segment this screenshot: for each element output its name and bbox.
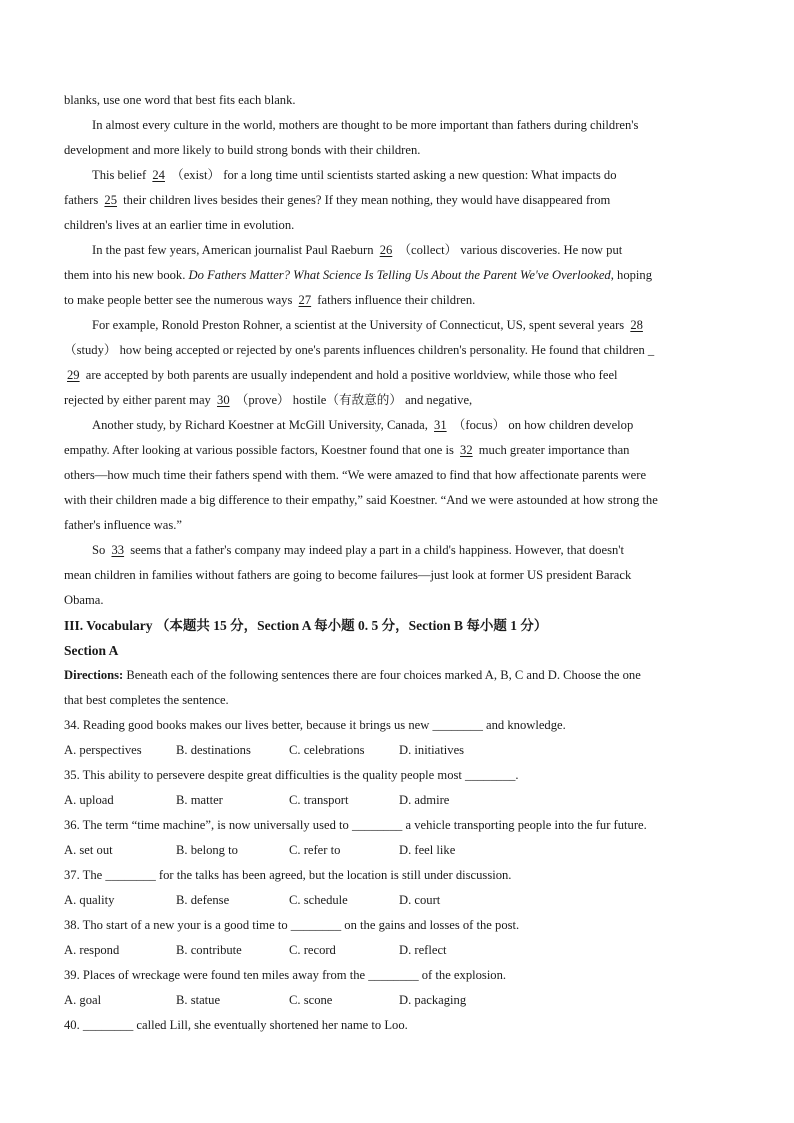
question-stem: 39. Places of wreckage were found ten miles away from the ________ of the explosion. [64,968,507,982]
answer-option[interactable]: C. celebrations [289,743,365,757]
directions-label: Directions: [64,668,124,682]
answer-option[interactable]: D. reflect [399,943,447,957]
paragraph-4-line: For example, Ronold Preston Rohner, a scientist at the University of Connecticut, US, spent several years 28 [64,313,732,338]
blank-32: 32 [460,443,473,457]
blank-28: 28 [630,318,643,332]
answer-option[interactable]: B. contribute [176,943,242,957]
answer-option[interactable]: A. quality [64,893,115,907]
answer-option[interactable]: D. admire [399,793,450,807]
paragraph-5-line: with their children made a big difference to their empathy,” said Koestner. “And we were astounded at how strong the [64,493,658,507]
option-row [64,988,732,1013]
answer-option[interactable]: B. defense [176,893,230,907]
answer-option[interactable]: B. matter [176,793,223,807]
paragraph-6-line: So 33 seems that a father's company may indeed play a part in a child's happiness. However, that doesn't [64,538,732,563]
option-row [64,738,732,763]
paragraph-3-line: to make people better see the numerous ways 27 fathers influence their children. [64,288,732,313]
question-list [64,713,732,1038]
question-stem: 34. Reading good books makes our lives better, because it brings us new ________ and knowledge. [64,718,566,732]
exam-page [64,88,732,1038]
answer-option[interactable]: A. goal [64,993,102,1007]
answer-option[interactable]: C. refer to [289,843,341,857]
answer-option[interactable]: A. upload [64,793,114,807]
answer-option[interactable]: A. set out [64,843,113,857]
answer-option[interactable]: B. destinations [176,743,251,757]
option-row [64,788,732,813]
question-stem: 38. Tho start of a new your is a good time to ________ on the gains and losses of the post. [64,918,520,932]
paragraph-2-line: This belief 24 （exist） for a long time until scientists started asking a new question: What impacts do [64,163,732,188]
answer-option[interactable]: D. packaging [399,993,467,1007]
directions: Directions: Beneath each of the following sentences there are four choices marked A, B, C and D. Choose the one [64,668,641,682]
paragraph-5-line: others—how much time their fathers spend with them. “We were amazed to find that how affectionate parents were [64,468,647,482]
paragraph-3-line: them into his new book. Do Fathers Matter? What Science Is Telling Us About the Parent We've Overlooked, hoping [64,268,652,282]
paragraph-2-line: children's lives at an earlier time in evolution. [64,218,295,232]
blank-27: 27 [298,293,312,307]
paragraph-4-line: （study） how being accepted or rejected by one's parents influences children's personality. He found that children _ [64,343,655,357]
blank-24: 24 [152,168,165,182]
paragraph-6-line: Obama. [64,593,104,607]
passage-intro-tail: blanks, use one word that best fits each blank. [64,93,296,107]
answer-option[interactable]: C. record [289,943,336,957]
paragraph-4-line: rejected by either parent may 30 （prove） hostile（有敌意的） and negative, [64,388,732,413]
question-stem: 36. The term “time machine”, is now universally used to ________ a vehicle transporting people into the fur future. [64,818,647,832]
paragraph-3-line: In the past few years, American journalist Paul Raeburn 26 （collect） various discoveries. He now put [64,238,732,263]
blank-29: 29 [67,368,80,382]
paragraph-6-line: mean children in families without fathers are going to become failures—just look at former US president Barack [64,568,632,582]
answer-option[interactable]: D. initiatives [399,743,465,757]
answer-option[interactable]: C. schedule [289,893,348,907]
answer-option[interactable]: B. statue [176,993,221,1007]
answer-option[interactable]: D. feel like [399,843,456,857]
question-stem: 35. This ability to persevere despite great difficulties is the quality people most ________. [64,768,519,782]
answer-option[interactable]: A. perspectives [64,743,142,757]
answer-option[interactable]: C. transport [289,793,349,807]
answer-option[interactable]: B. belong to [176,843,238,857]
blank-25: 25 [104,193,118,207]
answer-option[interactable]: D. court [399,893,441,907]
paragraph-4-line: 29 are accepted by both parents are usually independent and hold a positive worldview, while those who feel [64,363,732,388]
section-heading: III. Vocabulary （本题共 15 分，Section A 每小题 0. 5 分，Section B 每小题 1 分） [64,618,548,633]
answer-option[interactable]: A. respond [64,943,120,957]
paragraph-2-line: fathers 25 their children lives besides their genes? If they mean nothing, they would have disappeared from [64,188,732,213]
option-row [64,938,732,963]
blank-33: 33 [111,543,125,557]
answer-option[interactable]: C. scone [289,993,333,1007]
paragraph-5-line: father's influence was.” [64,518,183,532]
paragraph-1-line: development and more likely to build strong bonds with their children. [64,143,421,157]
blank-26: 26 [379,243,393,257]
paragraph-5-line: Another study, by Richard Koestner at McGill University, Canada, 31 （focus） on how children develop [64,413,732,438]
paragraph-5-line: empathy. After looking at various possible factors, Koestner found that one is 32 much greater importance than [64,438,732,463]
blank-30: 30 [217,393,230,407]
section-subheading: Section A [64,643,119,658]
question-stem: 37. The ________ for the talks has been agreed, but the location is still under discussion. [64,868,512,882]
paragraph-1-line: In almost every culture in the world, mothers are thought to be more important than fathers during children's [92,118,639,132]
option-row [64,888,732,913]
book-title: Do Fathers Matter? What Science Is Telling Us About the Parent We've Overlooked [188,268,611,282]
question-stem: 40. ________ called Lill, she eventually shortened her name to Loo. [64,1018,408,1032]
option-row [64,838,732,863]
blank-31: 31 [434,418,447,432]
directions: that best completes the sentence. [64,693,229,707]
